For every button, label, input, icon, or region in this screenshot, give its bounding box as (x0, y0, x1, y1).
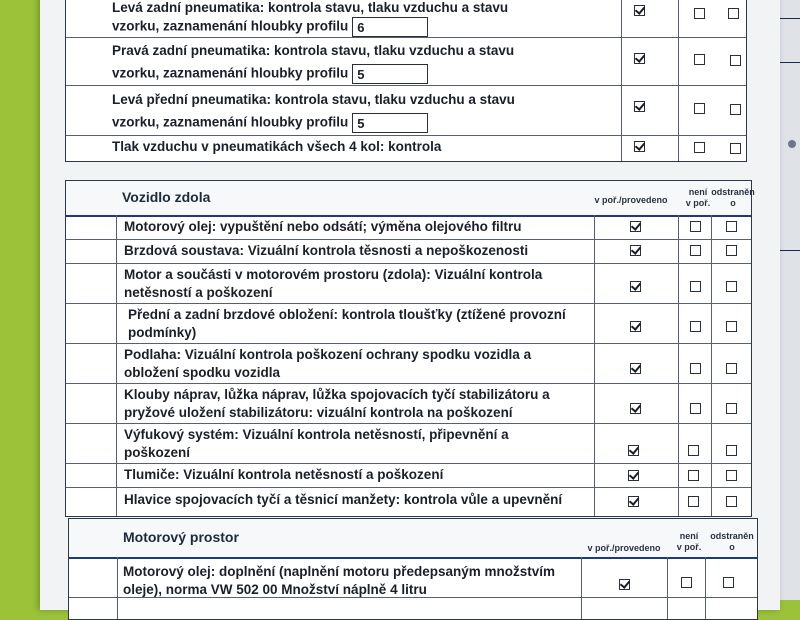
row-text-line: Klouby náprav, lůžka náprav, lůžka spojovacích tyčí stabilizátoru a (124, 387, 550, 402)
table-row (66, 423, 751, 464)
row-text-line: Výfukový systém: Vizuální kontrola netěsností, připevnění a (124, 427, 509, 442)
table-row (66, 487, 751, 514)
column-header-done: v poř./provedeno (587, 543, 661, 553)
row-text (124, 266, 542, 302)
row-text-line: Levá zadní pneumatika: kontrola stavu, tlaku vzduchu a stavu (112, 0, 509, 15)
column-header-line: odstraněn (710, 531, 754, 541)
not-ok-checkbox[interactable] (681, 577, 692, 588)
row-text-line: Motorový olej: doplnění (naplnění motoru předepsaným množstvím (123, 564, 556, 579)
section-header (69, 519, 757, 559)
row-text (124, 426, 509, 462)
column-header-line: odstraněn (711, 187, 755, 197)
done-checkbox[interactable] (634, 141, 645, 152)
table-row (66, 215, 751, 240)
not-ok-checkbox[interactable] (694, 54, 705, 65)
adjacent-radio-icon (788, 140, 796, 148)
row-text-line: poškození (124, 445, 191, 460)
tread-depth-field[interactable]: 5 (352, 113, 428, 133)
row-text-line: netěsností a poškození (124, 285, 273, 300)
done-checkbox[interactable] (628, 496, 639, 507)
fixed-checkbox[interactable] (728, 8, 739, 19)
fixed-checkbox[interactable] (730, 55, 741, 66)
not-ok-checkbox[interactable] (688, 496, 699, 507)
table-row (66, 383, 751, 424)
underbody-section (65, 180, 755, 517)
row-text-line: pryžové uložení stabilizátoru: vizuální kontrola na poškození (124, 405, 513, 420)
table-row (66, 263, 751, 304)
section-title: Vozidlo zdola (122, 189, 211, 205)
not-ok-checkbox[interactable] (694, 142, 705, 153)
row-text-line: Podlaha: Vizuální kontrola poškození ochrany spodku vozidla a (124, 347, 532, 362)
row-text: Brzdová soustava: Vizuální kontrola těsnosti a nepoškozenosti (124, 243, 529, 258)
row-text-line: vzorku, zaznamenání hloubky profilu (112, 114, 349, 130)
tread-depth-field[interactable]: 5 (352, 64, 428, 84)
row-text (112, 91, 515, 133)
not-ok-checkbox[interactable] (688, 445, 699, 456)
fixed-checkbox[interactable] (726, 445, 737, 456)
row-text-line: Tlak vzduchu v pneumatikách všech 4 kol: kontrola (112, 139, 442, 154)
table-row (66, 0, 746, 38)
done-checkbox[interactable] (630, 221, 641, 232)
fixed-checkbox[interactable] (726, 221, 737, 232)
column-header-not-ok (669, 531, 709, 553)
not-ok-checkbox[interactable] (690, 363, 701, 374)
row-text (124, 386, 550, 422)
table-row (66, 37, 746, 86)
row-text (128, 306, 566, 342)
not-ok-checkbox[interactable] (690, 321, 701, 332)
row-text-line: vzorku, zaznamenání hloubky profilu (112, 18, 349, 34)
column-header-line: o (729, 542, 735, 552)
table-row (66, 85, 746, 136)
row-text: Tlumiče: Vizuální kontrola netěsností a poškození (124, 467, 444, 482)
not-ok-checkbox[interactable] (694, 103, 705, 114)
row-text (112, 138, 441, 156)
column-header-line: v poř. (685, 198, 711, 208)
section-title: Motorový prostor (123, 529, 239, 545)
row-text (112, 42, 514, 84)
row-text (112, 0, 508, 37)
done-checkbox[interactable] (630, 245, 641, 256)
fixed-checkbox[interactable] (726, 245, 737, 256)
row-text: Motorový olej: vypuštění nebo odsátí; výměna olejového filtru (124, 219, 522, 234)
not-ok-checkbox[interactable] (688, 470, 699, 481)
done-checkbox[interactable] (628, 445, 639, 456)
done-checkbox[interactable] (619, 579, 630, 590)
column-header-line: o (730, 198, 736, 208)
column-header-line: v poř. (676, 542, 702, 552)
done-checkbox[interactable] (634, 101, 645, 112)
fixed-checkbox[interactable] (730, 143, 741, 154)
tyre-section (65, 0, 747, 162)
not-ok-checkbox[interactable] (690, 221, 701, 232)
not-ok-checkbox[interactable] (694, 8, 705, 19)
fixed-checkbox[interactable] (726, 496, 737, 507)
done-checkbox[interactable] (630, 363, 641, 374)
done-checkbox[interactable] (634, 5, 645, 16)
row-text-line: Levá přední pneumatika: kontrola stavu, tlaku vzduchu a stavu (112, 92, 515, 107)
section-header (66, 181, 755, 217)
done-checkbox[interactable] (630, 403, 641, 414)
table-row (66, 343, 751, 384)
done-checkbox[interactable] (634, 53, 645, 64)
row-text: Hlavice spojovacích tyčí a těsnicí manžety: kontrola vůle a upevnění (124, 492, 563, 507)
row-text (123, 563, 555, 599)
not-ok-checkbox[interactable] (690, 245, 701, 256)
fixed-checkbox[interactable] (726, 470, 737, 481)
table-row (66, 463, 751, 488)
row-text-line: oleje), norma VW 502 00 Množství náplně 4 litru (123, 582, 427, 597)
engine-bay-section (68, 518, 758, 620)
not-ok-checkbox[interactable] (690, 403, 701, 414)
row-text-line: podmínky) (128, 325, 197, 340)
table-row (66, 303, 751, 344)
row-text-line: vzorku, zaznamenání hloubky profilu (112, 65, 349, 81)
row-text (124, 346, 531, 382)
done-checkbox[interactable] (628, 470, 639, 481)
fixed-checkbox[interactable] (726, 321, 737, 332)
column-header-line: není (688, 187, 708, 197)
table-row (69, 557, 757, 598)
column-header-done: v poř./provedeno (594, 195, 668, 205)
row-text-line: Motor a součásti v motorovém prostoru (zdola): Vizuální kontrola (124, 267, 543, 282)
fixed-checkbox[interactable] (726, 281, 737, 292)
done-checkbox[interactable] (630, 321, 641, 332)
row-text-line: Pravá zadní pneumatika: kontrola stavu, tlaku vzduchu a stavu (112, 43, 515, 58)
row-text-line: obložení spodku vozidla (124, 365, 281, 380)
done-checkbox[interactable] (630, 281, 641, 292)
fixed-checkbox[interactable] (726, 363, 737, 374)
fixed-checkbox[interactable] (730, 104, 741, 115)
fixed-checkbox[interactable] (723, 577, 734, 588)
not-ok-checkbox[interactable] (690, 281, 701, 292)
column-header-line: není (679, 531, 699, 541)
table-row (66, 239, 751, 264)
column-header-fixed (711, 187, 755, 209)
tread-depth-field[interactable]: 6 (352, 17, 428, 37)
table-row (66, 135, 746, 159)
row-text-line: Přední a zadní brzdové obložení: kontrola tloušťky (ztížené provozní (128, 307, 566, 322)
column-header-fixed (707, 531, 757, 553)
fixed-checkbox[interactable] (726, 403, 737, 414)
